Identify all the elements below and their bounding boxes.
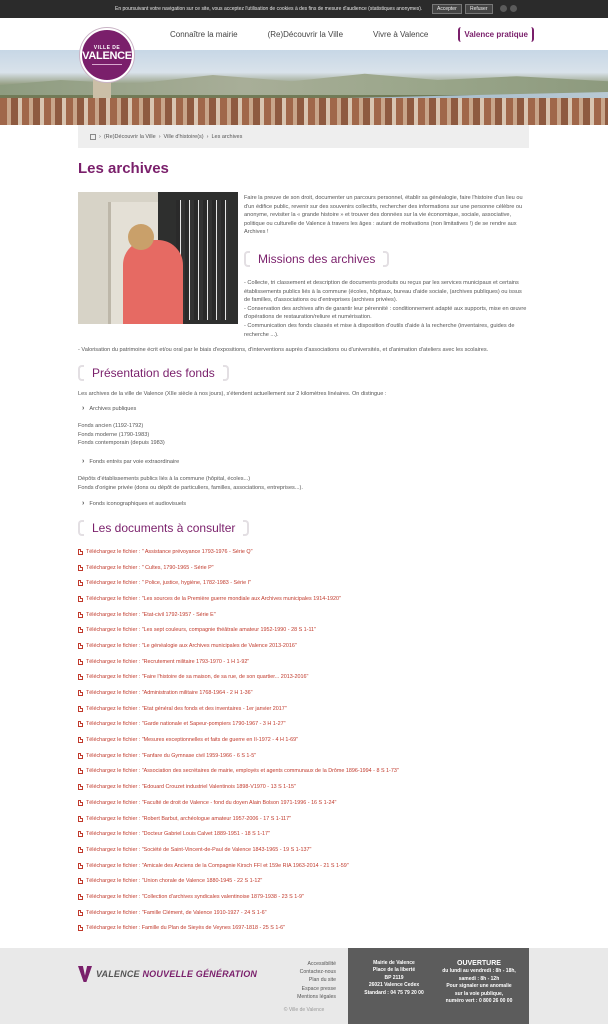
chevron-right-icon: › [82, 500, 85, 507]
document-link[interactable] [78, 685, 529, 701]
document-link-label[interactable]: Téléchargez le fichier : "Docteur Gabriel Louis Calvet 1889-1951 - 18 S 1-17" [86, 831, 270, 838]
nav-vivre-a-valence[interactable]: Vivre à Valence [373, 29, 429, 39]
document-link[interactable] [78, 842, 529, 858]
photo-person [123, 240, 183, 324]
document-link-label[interactable]: Téléchargez le fichier : "Fanfare du Gymnase civil 1959-1966 - 6 S 1-5" [86, 752, 257, 759]
fonds-bullet-label: Fonds iconographiques et audiovisuels [89, 500, 187, 507]
pdf-icon [78, 690, 83, 696]
breadcrumb-sep: › [99, 133, 101, 140]
fonds-bullet-label: Fonds entrés par voie extraordinaire [89, 458, 180, 465]
footer-link-espace-presse[interactable]: Espace presse [301, 985, 336, 992]
pdf-icon [78, 878, 83, 884]
footer-opening-hours [434, 960, 524, 1005]
fonds-title: Présentation des fonds [92, 366, 215, 380]
archives-photo [78, 192, 238, 324]
address-line: Place de la liberté [372, 967, 416, 974]
banner-town [0, 98, 608, 125]
fonds-line: Fonds moderne (1790-1983) [78, 431, 150, 438]
heading-bracket-left [78, 520, 84, 536]
heading-bracket-left [244, 251, 250, 267]
document-link-label[interactable]: Téléchargez le fichier : "Association des secrétaires de mairie, employés et agents communaux de la Drôme 1896-1994 - 8 S 1-73" [86, 768, 399, 775]
nav-connaitre-la-mairie[interactable]: Connaître la mairie [170, 29, 238, 39]
section-missions-heading [244, 251, 389, 267]
document-link-label[interactable]: Téléchargez le fichier : "Les sept couleurs, compagnie théâtrale amateur 1952-1990 - 28 S 1-11" [86, 627, 316, 634]
pdf-icon [78, 925, 83, 931]
footer-brand-b: NOUVELLE GÉNÉRATION [142, 969, 258, 979]
pdf-icon [78, 706, 83, 712]
main-nav [170, 18, 534, 50]
mission-item: - Conservation des archives afin de garantir leur pérennité : conditionnement adapté aux supports, mise en œuvre d'opérations de restauration/reliure et numérisation. [244, 305, 527, 321]
footer-address [354, 960, 434, 997]
refuse-cookies-button[interactable]: Refuser [465, 4, 493, 14]
document-link-label[interactable]: Téléchargez le fichier : "Faire l'histoire de sa maison, de sa rue, de son quartier... 2013-2016" [86, 674, 309, 681]
mission-item: - Communication des fonds classés et mise à disposition d'outils d'aide à la recherche (inventaires, guides de recherche ...). [244, 322, 515, 338]
footer-link-mentions-legales[interactable]: Mentions légales [297, 993, 336, 1000]
documents-title: Les documents à consulter [92, 521, 236, 535]
pdf-icon [78, 674, 83, 680]
chevron-right-icon: › [82, 405, 85, 412]
fonds-extraordinaire-list [78, 475, 529, 492]
chevron-right-icon: › [82, 458, 85, 465]
mission-item: - Valorisation du patrimoine écrit et/ou oral par le biais d'expositions, d'interventions auprès d'associations ou d'universités, et d'animation d'ateliers avec les scolaires. [78, 347, 489, 353]
heading-bracket-right [243, 520, 249, 536]
nav-valence-pratique[interactable]: Valence pratique [458, 27, 534, 42]
section-documents-heading [78, 520, 249, 536]
document-link[interactable] [78, 921, 529, 937]
missions-list [244, 279, 529, 339]
document-link[interactable] [78, 638, 529, 654]
pdf-icon [78, 549, 83, 555]
pdf-icon [78, 831, 83, 837]
document-link[interactable] [78, 701, 529, 717]
document-link[interactable] [78, 560, 529, 576]
document-link[interactable] [78, 764, 529, 780]
fonds-bullet-label: Archives publiques [89, 405, 137, 412]
document-link[interactable] [78, 811, 529, 827]
pdf-icon [78, 627, 83, 633]
footer-brand[interactable] [78, 966, 257, 982]
pdf-icon [78, 784, 83, 790]
document-link-label[interactable]: Téléchargez le fichier : "Garde nationale et Sapeur-pompiers 1790-1967 - 3 H 1-27" [86, 721, 286, 728]
address-line: Standard : 04 75 79 20 00 [364, 989, 424, 996]
site-header [0, 18, 608, 62]
documents-list [78, 544, 529, 936]
pdf-icon [78, 721, 83, 727]
facebook-icon[interactable] [500, 5, 507, 12]
document-link[interactable] [78, 826, 529, 842]
pdf-icon [78, 753, 83, 759]
document-link-label[interactable]: Téléchargez le fichier : "Etat-civil 1792-1957 - Série E" [86, 611, 216, 618]
heading-bracket-right [383, 251, 389, 267]
document-link[interactable] [78, 905, 529, 921]
fonds-publiques-list [78, 422, 529, 448]
document-link[interactable] [78, 591, 529, 607]
pdf-icon [78, 800, 83, 806]
document-link-label[interactable]: Téléchargez le fichier : "Amicale des Anciens de la Compagnie Kirsch FFI et 159e RIA 1963-2014 - 21 S 1-59" [86, 862, 349, 869]
document-link[interactable] [78, 575, 529, 591]
document-link-label[interactable]: Téléchargez le fichier : " Cultes, 1790-1965 - Série P" [86, 564, 214, 571]
footer-brand-a: VALENCE [96, 969, 140, 979]
footer-links [270, 960, 336, 1001]
pdf-icon [78, 847, 83, 853]
document-link-label[interactable]: Téléchargez le fichier : "Union chorale de Valence 1880-1945 - 22 S 1-12" [86, 878, 263, 885]
footer-link-contact[interactable]: Contactez-nous [299, 969, 336, 976]
pdf-icon [78, 565, 83, 571]
fonds-intro: Les archives de la ville de Valence (XIIe siècle à nos jours), s'étendent actuellement sur 2 kilomètres linéaires. On distingue : [78, 391, 387, 397]
document-link-label[interactable]: Téléchargez le fichier : "Etat général des fonds et des inventaires - 1er janvier 2017" [86, 705, 287, 712]
cookie-text: En poursuivant votre navigation sur ce site, vous acceptez l'utilisation de cookies à des fins de mesure d'audience (statistiques anonymes). [115, 6, 423, 12]
fonds-line: Fonds d'origine privée (dons ou dépôt de particuliers, familles, associations, entreprises...). [78, 484, 303, 491]
logo-underline [92, 64, 122, 65]
valence-logo[interactable] [80, 28, 134, 82]
pdf-icon [78, 768, 83, 774]
page-title: Les archives [78, 160, 169, 177]
pdf-icon [78, 737, 83, 743]
document-link[interactable] [78, 544, 529, 560]
intro-paragraph: Faire la preuve de son droit, documenter un parcours personnel, établir sa généalogie, faire l'histoire d'un lieu ou d'un édifice public, revenir sur des souvenirs collectifs, rechercher des informations sur une personne célèbre ou anonyme, revisiter la « grande histoire » et trouver des données sur la vie économique, sociale, associative, politique ou culturelle de Valence à travers les âges : autant de motivations (non limitatives !) de se rendre aux Archives ! [244, 195, 523, 236]
section-fonds-heading [78, 365, 229, 381]
document-link[interactable] [78, 607, 529, 623]
fonds-line: Fonds contemporain (depuis 1983) [78, 440, 165, 447]
hours-line: Pour signaler une anomalie [446, 983, 512, 990]
footer-link-plan-du-site[interactable]: Plan du site [308, 977, 336, 984]
document-link-label[interactable]: Téléchargez le fichier : "Administration militaire 1768-1964 - 2 H 1-36" [86, 690, 253, 697]
document-link[interactable] [78, 717, 529, 733]
address-line: 26021 Valence Cedex [368, 982, 420, 989]
document-link-label[interactable]: Téléchargez le fichier : "Robert Barbut, archéologue amateur 1957-2006 - 17 S 1-117" [86, 815, 292, 822]
breadcrumb-item-current: Les archives [211, 133, 243, 140]
document-link-label[interactable]: Téléchargez le fichier : "Collection d'archives syndicales valentinoise 1879-1938 - 23 S 1-9" [86, 893, 304, 900]
document-link-label[interactable]: Téléchargez le fichier : Famille du Plan de Sieyès de Veynes 1697-1818 - 25 S 1-6" [86, 925, 286, 932]
pdf-icon [78, 596, 83, 602]
fonds-bullet-publiques [82, 405, 136, 412]
hours-line: sur la voie publique, [454, 990, 504, 997]
fonds-bullet-extraordinaire [82, 458, 179, 465]
nav-redecouvrir-la-ville[interactable]: (Re)Découvrir la Ville [267, 29, 344, 39]
document-link-label[interactable]: Téléchargez le fichier : "Faculté de droit de Valence - fond du doyen Alain Bolson 1971-1996 - 16 S 1-24" [86, 799, 337, 806]
opening-title: OUVERTURE [457, 960, 501, 967]
hours-line: samedi : 8h - 12h [458, 975, 500, 982]
footer-link-accessibilite[interactable]: Accessibilité [307, 961, 336, 967]
document-link-label[interactable]: Téléchargez le fichier : " Assistance prévoyance 1793-1976 - Série Q" [86, 548, 253, 555]
missions-title: Missions des archives [258, 252, 376, 266]
breadcrumb [78, 125, 529, 148]
logo-line1: VILLE DE [93, 45, 121, 51]
document-link[interactable] [78, 622, 529, 638]
social-icons [500, 5, 517, 12]
fonds-line: Fonds ancien (1192-1792) [78, 423, 144, 429]
pdf-icon [78, 580, 83, 586]
breadcrumb-sep: › [206, 133, 209, 140]
heading-bracket-left [78, 365, 84, 381]
document-link-label[interactable]: Téléchargez le fichier : "Edouard Crouzet industriel Valentinois 1898-V1970 - 13 S 1-15" [86, 784, 296, 791]
hours-line: du lundi au vendredi : 8h - 18h, [442, 968, 516, 975]
address-line: Mairie de Valence [373, 960, 415, 966]
document-link[interactable] [78, 670, 529, 686]
photo-person-head [128, 224, 154, 250]
cookie-banner [0, 0, 608, 18]
pdf-icon [78, 863, 83, 869]
document-link-label[interactable]: Téléchargez le fichier : "Famille Clément, de Valence 1910-1927 - 24 S 1-6" [86, 909, 267, 916]
breadcrumb-item-redecouvrir[interactable]: (Re)Découvrir la Ville [103, 133, 156, 140]
breadcrumb-item-histoire[interactable]: Ville d'histoire(s) [163, 133, 204, 140]
document-link-label[interactable]: Téléchargez le fichier : "Mesures exceptionnelles et faits de guerre en II-1972 - 4 H 1-69" [86, 737, 299, 744]
hours-line: numéro vert : 0 800 26 00 00 [445, 998, 513, 1005]
document-link[interactable] [78, 748, 529, 764]
twitter-icon[interactable] [510, 5, 517, 12]
mission-item: - Collecte, tri classement et description de documents produits ou reçus par les services municipaux et certains établissements publics liés à la commune (écoles, hôpitaux, bureau d'aide sociale, (archives publiques) ou issus de familles, d'associations ou d'entreprises (archives privées). [244, 280, 522, 304]
photo-binders [176, 200, 228, 320]
address-line: BP 2119 [384, 974, 404, 981]
logo-line2: VALENCE [82, 50, 132, 62]
document-link[interactable] [78, 858, 529, 874]
document-link[interactable] [78, 654, 529, 670]
fonds-bullet-iconographiques [82, 500, 186, 507]
pdf-icon [78, 643, 83, 649]
breadcrumb-sep: › [158, 133, 161, 140]
document-link-label[interactable]: Téléchargez le fichier : " Police, justice, hygiène, 1782-1983 - Série I" [86, 580, 252, 587]
heading-bracket-right [223, 365, 229, 381]
document-link-label[interactable]: Téléchargez le fichier : "Société de Saint-Vincent-de-Paul de Valence 1843-1965 - 19 S 1-137" [86, 846, 312, 853]
document-link-label[interactable]: Téléchargez le fichier : "Les sources de la Première guerre mondiale aux Archives municipales 1914-1920" [86, 595, 341, 602]
document-link[interactable] [78, 732, 529, 748]
document-link-label[interactable]: Téléchargez le fichier : "Recrutement militaire 1793-1970 - 1 H 1-92" [86, 658, 250, 665]
document-link[interactable] [78, 873, 529, 889]
pdf-icon [78, 910, 83, 916]
document-link[interactable] [78, 779, 529, 795]
fonds-line: Dépôts d'établissements publics liés à la commune (hôpital, écoles...) [78, 476, 251, 482]
pdf-icon [78, 659, 83, 665]
home-icon[interactable] [90, 134, 96, 140]
footer-brand-text [96, 969, 257, 979]
valence-v-logo-icon [78, 966, 92, 982]
pdf-icon [78, 894, 83, 900]
document-link[interactable] [78, 889, 529, 905]
pdf-icon [78, 816, 83, 822]
accept-cookies-button[interactable]: Accepter [432, 4, 462, 14]
copyright: © Ville de Valence [283, 1007, 325, 1013]
document-link-label[interactable]: Téléchargez le fichier : "Le généalogie aux Archives municipales de Valence 2013-2016" [86, 642, 297, 649]
document-link[interactable] [78, 795, 529, 811]
pdf-icon [78, 612, 83, 618]
